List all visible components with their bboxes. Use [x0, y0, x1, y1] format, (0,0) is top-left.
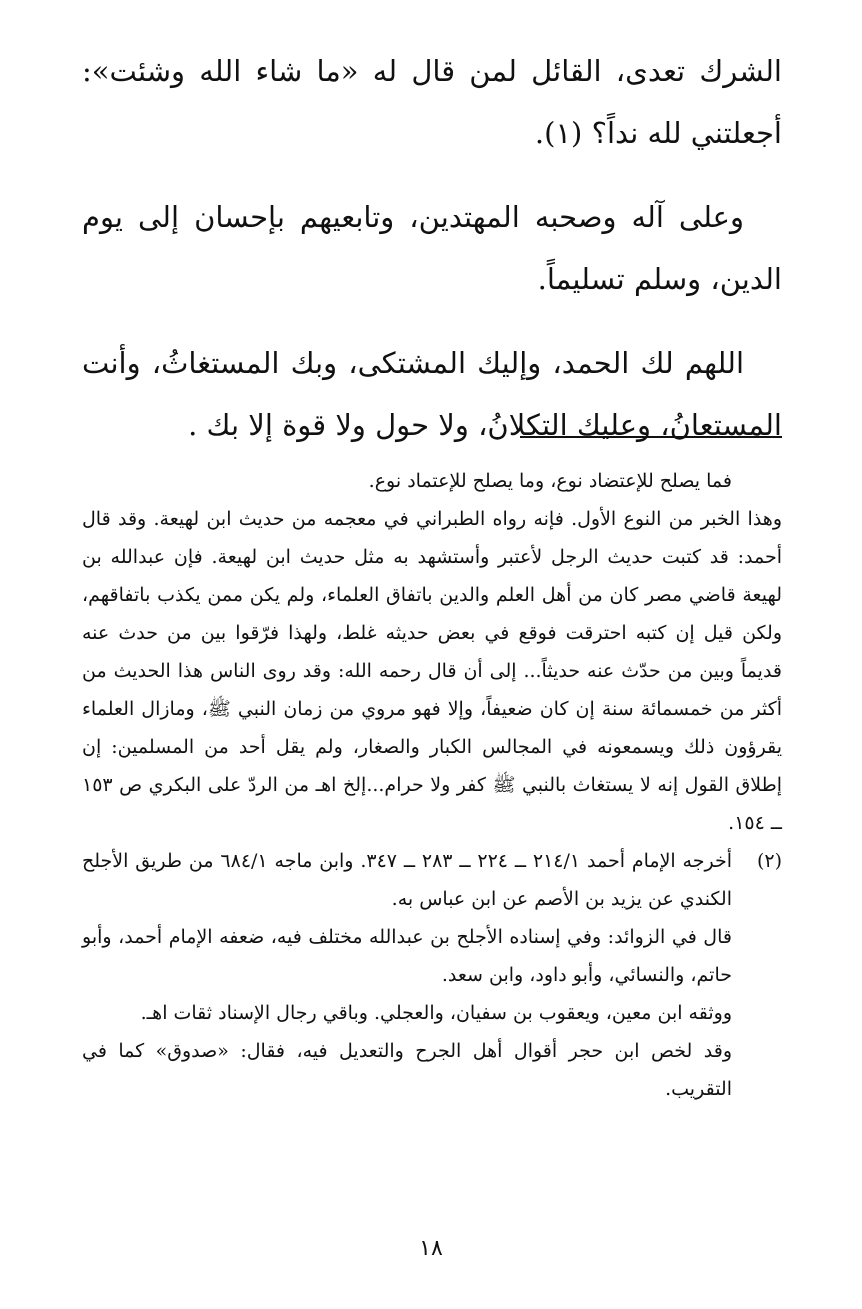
footnote-continuation-line: فما يصلح للإعتضاد نوع، وما يصلح للإعتماد نوع.	[368, 470, 732, 492]
page-number: ١٨	[419, 1236, 443, 1261]
footnote-2-text: أخرجه الإمام أحمد ٢١٤/١ ــ ٢٢٤ ــ ٢٨٣ ــ ٣٤٧. وابن ماجه ٦٨٤/١ من طريق الأجلح الكندي عن يزيد بن الأصم عن ابن عباس به.	[82, 850, 732, 910]
footnote-number: (٢)	[756, 850, 782, 872]
footnote-divider	[520, 436, 782, 438]
footnote-2-paragraph: وقد لخص ابن حجر أقوال أهل الجرح والتعديل فيه، فقال: «صدوق» كما في التقريب.	[82, 1040, 732, 1100]
main-paragraph-3: اللهم لك الحمد، وإليك المشتكى، وبك المستغاثُ، وأنت المستعانُ، وعليك التكلانُ، ولا حول ولا قوة إلا بك .	[82, 346, 782, 442]
footnote-2	[82, 842, 782, 918]
main-text	[82, 40, 782, 478]
footnote-2-paragraph: قال في الزوائد: وفي إسناده الأجلح بن عبدالله مختلف فيه، ضعفه الإمام أحمد، وأبو حاتم، والنسائي، وأبو داود، وابن سعد.	[82, 926, 732, 986]
footnote-continuation-paragraph: وهذا الخبر من النوع الأول. فإنه رواه الطبراني في معجمه من حديث ابن لهيعة. وقد قال أحمد: قد كتبت حديث الرجل لأعتبر وأستشهد به مثل حديث ابن لهيعة. فإن عبدالله بن لهيعة قاضي مصر كان من أهل العلم والدين باتفاق العلماء، ولم يكن ممن يكذب باتفاقهم، ولكن قيل إن كتبه احترقت فوقع في بعض حديثه غلط، ولهذا فرّقوا بين من حدث عنه قديماً وبين من حدّث عنه حديثاً... إلى أن قال رحمه الله: وقد روى الناس هذا الحديث من أكثر من خمسمائة سنة إن كان ضعيفاً، وإلا فهو مروي من زمان النبي ﷺ، ومازال العلماء يقرؤون ذلك ويسمعونه في المجالس الكبار والصغار، ولم يقل أحد من المسلمين: إن إطلاق القول إنه لا يستغاث بالنبي ﷺ كفر ولا حرام...إلخ اهـ من الردّ على البكري ص ١٥٣ ــ ١٥٤.	[82, 508, 782, 834]
main-paragraph-2: وعلى آله وصحبه المهتدين، وتابعيهم بإحسان إلى يوم الدين، وسلم تسليماً.	[82, 200, 782, 296]
footnote-2-paragraph: ووثقه ابن معين، ويعقوب بن سفيان، والعجلي. وباقي رجال الإسناد ثقات اهـ.	[140, 1002, 732, 1024]
footnotes	[82, 462, 782, 1108]
main-paragraph-1: الشرك تعدى، القائل لمن قال له «ما شاء الله وشئت»: أجعلتني لله نداً؟ (١).	[82, 54, 782, 150]
